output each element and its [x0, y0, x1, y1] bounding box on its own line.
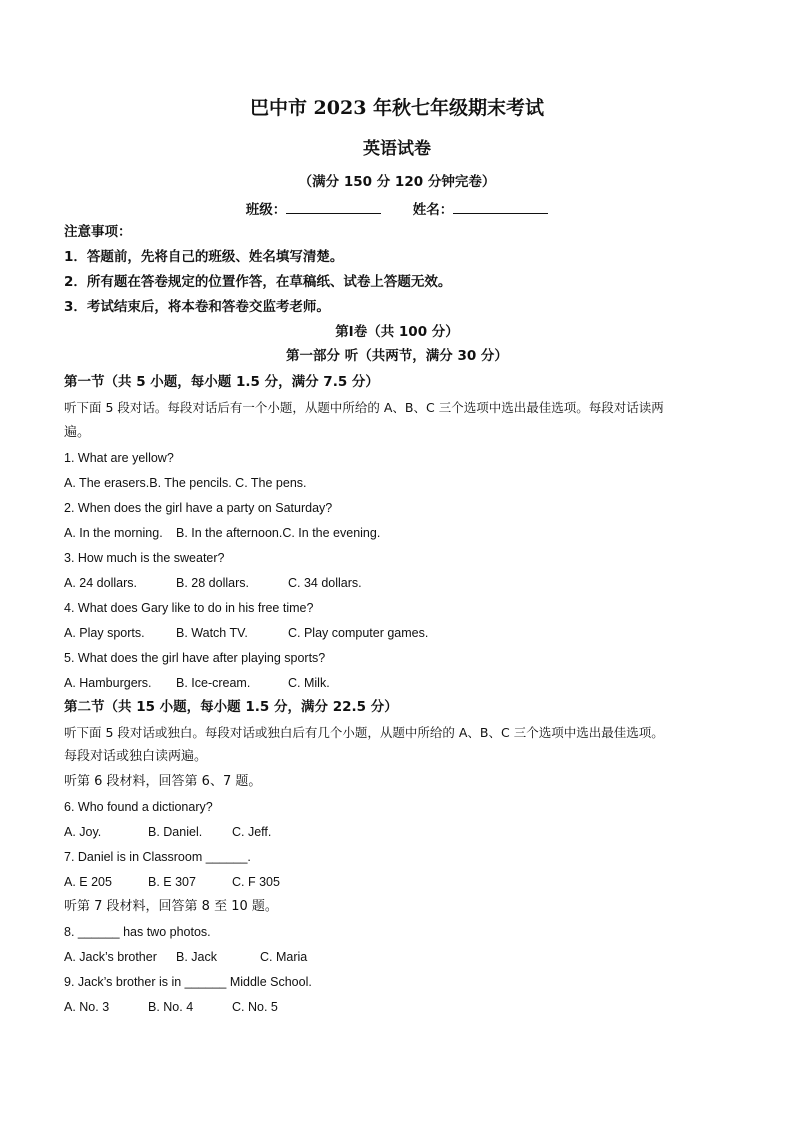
name-label: 姓名： [412, 202, 454, 218]
section1-heading: 第一节（共 5 小题，每小题 1.5 分，满分 7.5 分） [64, 374, 379, 390]
options-9 [64, 999, 730, 1015]
option-a: A. 24 dollars. [64, 576, 137, 590]
options-6 [64, 824, 730, 840]
options-8 [64, 949, 730, 965]
section1-instruction-cont: 遍。 [64, 425, 91, 440]
options-2 [64, 525, 730, 541]
option-a: A. Jack’s brother [64, 950, 157, 964]
score-info: （满分 150 分 120 分钟完卷） [298, 174, 496, 190]
class-blank [286, 199, 381, 214]
options-7 [64, 874, 730, 890]
volume-title: 第Ⅰ卷（共 100 分） [335, 324, 459, 340]
option-a: A. Hamburgers. [64, 676, 152, 690]
option-a: A. No. 3 [64, 1000, 110, 1014]
option-c: C. Play computer games. [288, 626, 429, 640]
question-5: 5. What does the girl have after playing sports? [64, 651, 326, 665]
note-item: 2．所有题在答卷规定的位置作答，在草稿纸、试卷上答题无效。 [64, 274, 452, 290]
question-4: 4. What does Gary like to do in his free time? [64, 601, 314, 615]
option-b: B. Watch TV. [176, 626, 248, 640]
options-3 [64, 575, 730, 591]
option-a: A. E 205 [64, 875, 112, 889]
section1-instruction: 听下面 5 段对话。每段对话后有一个小题，从题中所给的 A、B、C 三个选项中选出最佳选项。每段对话读两 [64, 400, 664, 415]
student-info-row [0, 199, 794, 218]
option-c: C. 34 dollars. [288, 576, 362, 590]
options-5 [64, 675, 730, 691]
option-a: A. The erasers. [64, 476, 150, 490]
question-2: 2. When does the girl have a party on Saturday? [64, 501, 333, 515]
question-7: 7. Daniel is in Classroom ______. [64, 850, 251, 864]
option-b: B. The pencils. [149, 476, 232, 490]
section2-heading: 第二节（共 15 小题，每小题 1.5 分，满分 22.5 分） [64, 699, 398, 715]
option-a: A. In the morning. [64, 526, 163, 540]
option-c: C. The pens. [235, 476, 307, 490]
class-label: 班级： [245, 202, 287, 218]
option-a: A. Play sports. [64, 626, 145, 640]
option-b: B. No. 4 [148, 1000, 194, 1014]
option-c: C. Jeff. [232, 825, 272, 839]
options-4 [64, 625, 730, 641]
question-6: 6. Who found a dictionary? [64, 800, 213, 814]
question-1: 1. What are yellow? [64, 451, 174, 465]
option-b: B. 28 dollars. [176, 576, 249, 590]
part1-title: 第一部分 听（共两节，满分 30 分） [286, 348, 508, 364]
section2-instruction: 听下面 5 段对话或独白。每段对话或独白后有几个小题，从题中所给的 A、B、C 三个选项中选出最佳选项。 [64, 725, 664, 740]
option-b: B. Ice-cream. [176, 676, 251, 690]
material-7-note: 听第 7 段材料，回答第 8 至 10 题。 [64, 899, 278, 914]
option-c: C. No. 5 [232, 1000, 278, 1014]
option-b: B. Daniel. [148, 825, 203, 839]
option-c: C. In the evening. [282, 526, 381, 540]
option-b: B. Jack [176, 950, 217, 964]
option-b: B. E 307 [148, 875, 196, 889]
question-3: 3. How much is the sweater? [64, 551, 225, 565]
question-8: 8. ______ has two photos. [64, 925, 211, 939]
section2-instruction-cont: 每段对话或独白读两遍。 [64, 749, 208, 764]
material-6-note: 听第 6 段材料，回答第 6、7 题。 [64, 774, 262, 789]
option-b: B. In the afternoon. [176, 526, 283, 540]
note-item: 1．答题前，先将自己的班级、姓名填写清楚。 [64, 249, 344, 265]
option-c: C. F 305 [232, 875, 280, 889]
option-a: A. Joy. [64, 825, 102, 839]
option-c: C. Maria [260, 950, 308, 964]
exam-subtitle: 英语试卷 [363, 139, 431, 159]
notes-heading: 注意事项： [64, 224, 132, 240]
note-item: 3．考试结束后，将本卷和答卷交监考老师。 [64, 299, 330, 315]
exam-title: 巴中市 2023 年秋七年级期末考试 [249, 97, 545, 119]
question-9: 9. Jack’s brother is in ______ Middle School. [64, 975, 312, 989]
option-c: C. Milk. [288, 676, 330, 690]
options-1 [64, 475, 730, 491]
name-blank [453, 199, 548, 214]
